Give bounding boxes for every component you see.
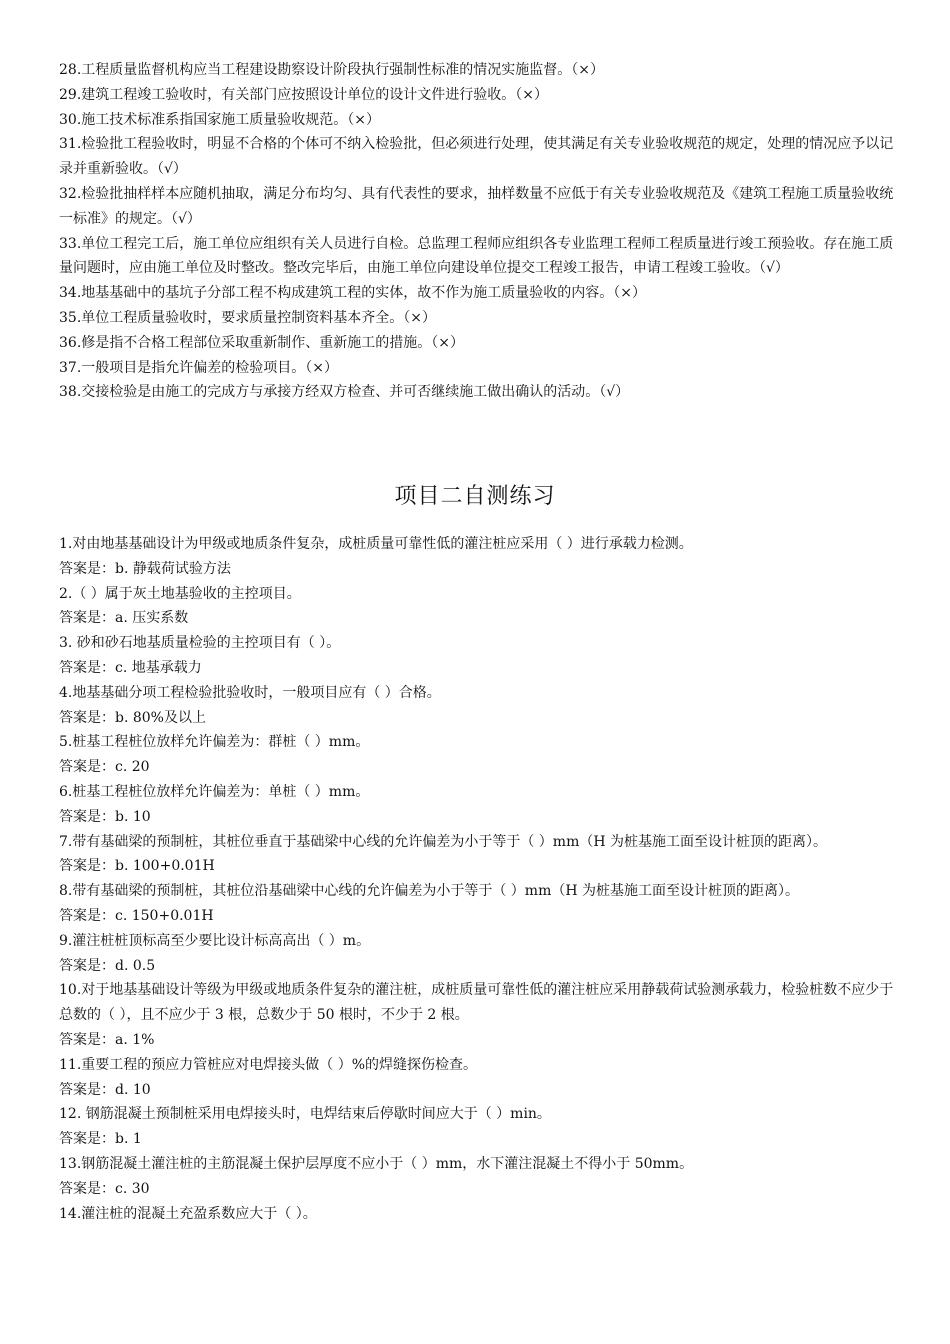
tf-item-30: 30.施工技术标准系指国家施工质量验收规范。（×） [59, 111, 380, 128]
answer-9: 答案是：d. 0.5 [59, 957, 156, 974]
answer-4: 答案是：b. 80%及以上 [59, 709, 206, 726]
question-5: 5.桩基工程桩位放样允许偏差为：群桩（ ）mm。 [59, 734, 370, 751]
self-test-section [59, 532, 895, 1226]
answer-1: 答案是：b. 静载荷试验方法 [59, 560, 231, 577]
question-13: 13.钢筋混凝土灌注桩的主筋混凝土保护层厚度不应小于（ ）mm，水下灌注混凝土不得小于 50mm。 [59, 1155, 694, 1172]
question-14: 14.灌注桩的混凝土充盈系数应大于（ ）。 [59, 1205, 317, 1222]
tf-item-29: 29.建筑工程竣工验收时，有关部门应按照设计单位的设计文件进行验收。（×） [59, 86, 548, 103]
tf-item-31: 31.检验批工程验收时，明显不合格的个体可不纳入检验批，但必须进行处理，使其满足有关专业验收规范的规定，处理的情况应予以记录并重新验收。（√） [59, 136, 894, 178]
tf-item-35: 35.单位工程质量验收时，要求质量控制资料基本齐全。（×） [59, 309, 436, 326]
true-false-section [59, 58, 895, 405]
tf-item-36: 36.修是指不合格工程部位采取重新制作、重新施工的措施。（×） [59, 334, 464, 351]
question-6: 6.桩基工程桩位放样允许偏差为：单桩（ ）mm。 [59, 783, 370, 800]
question-3: 3. 砂和砂石地基质量检验的主控项目有（ ）。 [59, 635, 341, 652]
answer-11: 答案是：d. 10 [59, 1081, 151, 1098]
section-title: 项目二自测练习 [394, 484, 556, 509]
question-8: 8.带有基础梁的预制桩，其桩位沿基础梁中心线的允许偏差为小于等于（ ）mm（H 为桩基施工面至设计桩顶的距离）。 [59, 883, 800, 900]
answer-2: 答案是：a. 压实系数 [59, 610, 189, 627]
answer-6: 答案是：b. 10 [59, 808, 151, 825]
tf-item-38: 38.交接检验是由施工的完成方与承接方经双方检查、并可否继续施工做出确认的活动。（√） [59, 384, 630, 401]
question-10: 10.对于地基基础设计等级为甲级或地质条件复杂的灌注桩，成桩质量可靠性低的灌注桩应采用静载荷试验测承载力，检验桩数不应少于总数的（ ），且不应少于 3 根，总数少于 50 根时，不少于 2 根。 [59, 982, 894, 1024]
question-9: 9.灌注桩桩顶标高至少要比设计标高高出（ ）m。 [59, 932, 371, 949]
answer-12: 答案是：b. 1 [59, 1131, 142, 1148]
answer-3: 答案是：c. 地基承载力 [59, 659, 202, 676]
question-11: 11.重要工程的预应力管桩应对电焊接头做（ ）%的焊缝探伤检查。 [59, 1056, 478, 1073]
tf-item-34: 34.地基基础中的基坑子分部工程不构成建筑工程的实体，故不作为施工质量验收的内容。（×） [59, 285, 646, 302]
tf-item-33: 33.单位工程完工后，施工单位应组织有关人员进行自检。总监理工程师应组织各专业监理工程师工程质量进行竣工预验收。存在施工质量问题时，应由施工单位及时整改。整改完毕后，由施工单位向建设单位提交工程竣工报告，申请工程竣工验收。（√） [59, 235, 894, 277]
tf-item-28: 28.工程质量监督机构应当工程建设勘察设计阶段执行强制性标准的情况实施监督。（×） [59, 62, 604, 78]
answer-10: 答案是：a. 1% [59, 1031, 155, 1048]
question-12: 12. 钢筋混凝土预制桩采用电焊接头时，电焊结束后停歇时间应大于（ ）min。 [59, 1106, 551, 1123]
question-7: 7.带有基础梁的预制桩，其桩位垂直于基础梁中心线的允许偏差为小于等于（ ）mm（H 为桩基施工面至设计桩顶的距离）。 [59, 833, 828, 850]
question-4: 4.地基基础分项工程检验批验收时，一般项目应有（ ）合格。 [59, 684, 441, 701]
tf-item-37: 37.一般项目是指允许偏差的检验项目。（×） [59, 359, 338, 376]
answer-8: 答案是：c. 150+0.01H [59, 907, 214, 924]
answer-5: 答案是：c. 20 [59, 759, 150, 776]
question-1: 1.对由地基基础设计为甲级或地质条件复杂，成桩质量可靠性低的灌注桩应采用（ ）进行承载力检测。 [59, 536, 693, 552]
tf-item-32: 32.检验批抽样样本应随机抽取，满足分布均匀、具有代表性的要求，抽样数量不应低于有关专业验收规范及《建筑工程施工质量验收统一标准》的规定。（√） [59, 185, 894, 227]
answer-7: 答案是：b. 100+0.01H [59, 858, 215, 875]
question-2: 2.（ ）属于灰土地基验收的主控项目。 [59, 585, 301, 602]
answer-13: 答案是：c. 30 [59, 1180, 150, 1197]
